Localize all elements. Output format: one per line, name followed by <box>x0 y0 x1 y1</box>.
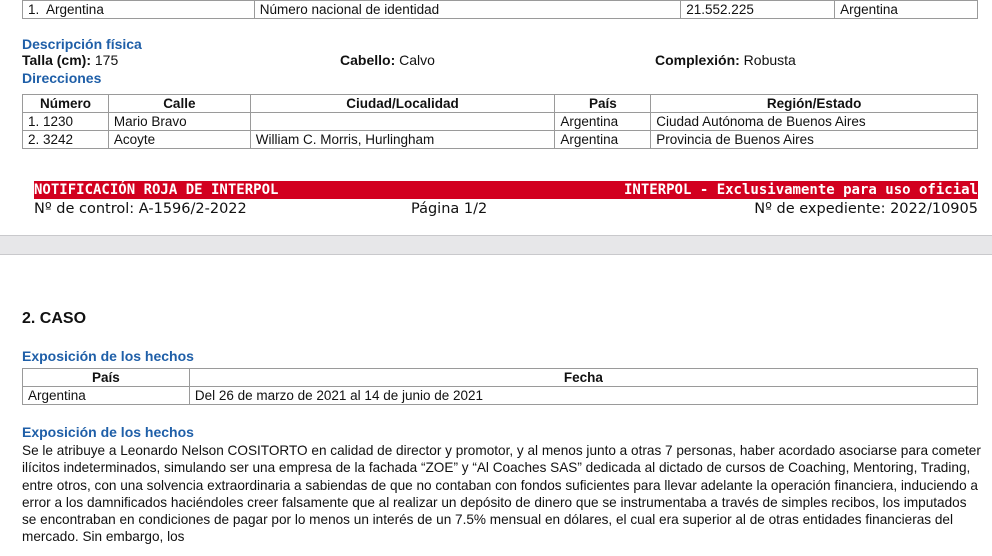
col-header-city: Ciudad/Localidad <box>250 95 555 113</box>
identity-number-cell: 21.552.225 <box>681 1 835 19</box>
col-header-street: Calle <box>108 95 250 113</box>
address-country-cell: Argentina <box>555 113 651 131</box>
address-country-cell: Argentina <box>555 131 651 149</box>
facts-title: Exposición de los hechos <box>22 348 194 364</box>
table-row <box>23 131 978 149</box>
address-number-cell: 2. 3242 <box>23 131 109 149</box>
page-1 <box>0 0 992 236</box>
col-header-number: Número <box>23 95 109 113</box>
table-header-row <box>23 95 978 113</box>
facts-title-2: Exposición de los hechos <box>22 424 194 440</box>
address-street-cell: Acoyte <box>108 131 250 149</box>
case-table <box>22 368 978 405</box>
physical-description-title: Descripción física <box>22 36 142 52</box>
control-number: Nº de control: A-1596/2-2022 <box>34 201 247 217</box>
address-region-cell: Ciudad Autónoma de Buenos Aires <box>651 113 978 131</box>
interpol-red-banner <box>34 181 978 199</box>
col-header-region: Región/Estado <box>651 95 978 113</box>
col-header-date: Fecha <box>189 369 977 387</box>
address-city-cell: William C. Morris, Hurlingham <box>250 131 555 149</box>
col-header-country: País <box>555 95 651 113</box>
address-street-cell: Mario Bravo <box>108 113 250 131</box>
banner-official-use: INTERPOL - Exclusivamente para uso oficial <box>623 182 978 198</box>
facts-paragraph: Se le atribuye a Leonardo Nelson COSITORTO en calidad de director y promotor, y al menos junto a otras 7 personas, haber acordado asociarse para cometer ilícitos indeterminados, simulando ser una empresa de la fachada “ZOE” y “Al Coaches SAS” dedicada al dictado de cursos de Coaching, Mentoring, Trading, entre otros, con una solvencia extraordinaria a sabiendas de que no contaban con fondos suficientes para llevar adelante la operación financiera, induciendo a error a los damnificados haciéndoles creer falsamente que al realizar un depósito de dinero que se instrumentaba a través de simples recibos, los imputados se encontraban en condiciones de pagar por lo menos un interés de un 7.5% mensual en dólares, el cual era superior al de otras entidades financieras del mercado. Sin embargo, los <box>22 443 981 545</box>
hair-field: Cabello: Calvo <box>340 52 435 68</box>
build-field: Complexión: Robusta <box>655 52 796 68</box>
address-region-cell: Provincia de Buenos Aires <box>651 131 978 149</box>
case-date-cell: Del 26 de marzo de 2021 al 14 de junio de 2021 <box>189 387 977 405</box>
case-country-cell: Argentina <box>23 387 190 405</box>
address-number-cell: 1. 1230 <box>23 113 109 131</box>
identity-doc-type-cell: Número nacional de identidad <box>254 1 681 19</box>
identity-table <box>22 0 978 19</box>
height-field: Talla (cm): 175 <box>22 52 119 68</box>
address-city-cell <box>250 113 555 131</box>
table-row <box>23 1 978 19</box>
section-title: 2. CASO <box>22 310 87 327</box>
file-number: Nº de expediente: 2022/10905 <box>754 201 978 217</box>
banner-title: NOTIFICACIÓN ROJA DE INTERPOL <box>34 182 279 198</box>
table-row <box>23 113 978 131</box>
col-header-country: País <box>23 369 190 387</box>
table-row <box>23 387 978 405</box>
page-number: Página 1/2 <box>411 201 488 217</box>
identity-country-cell: 1. Argentina <box>23 1 255 19</box>
addresses-table <box>22 94 978 149</box>
table-header-row <box>23 369 978 387</box>
addresses-title: Direcciones <box>22 70 102 86</box>
identity-issuer-cell: Argentina <box>835 1 978 19</box>
